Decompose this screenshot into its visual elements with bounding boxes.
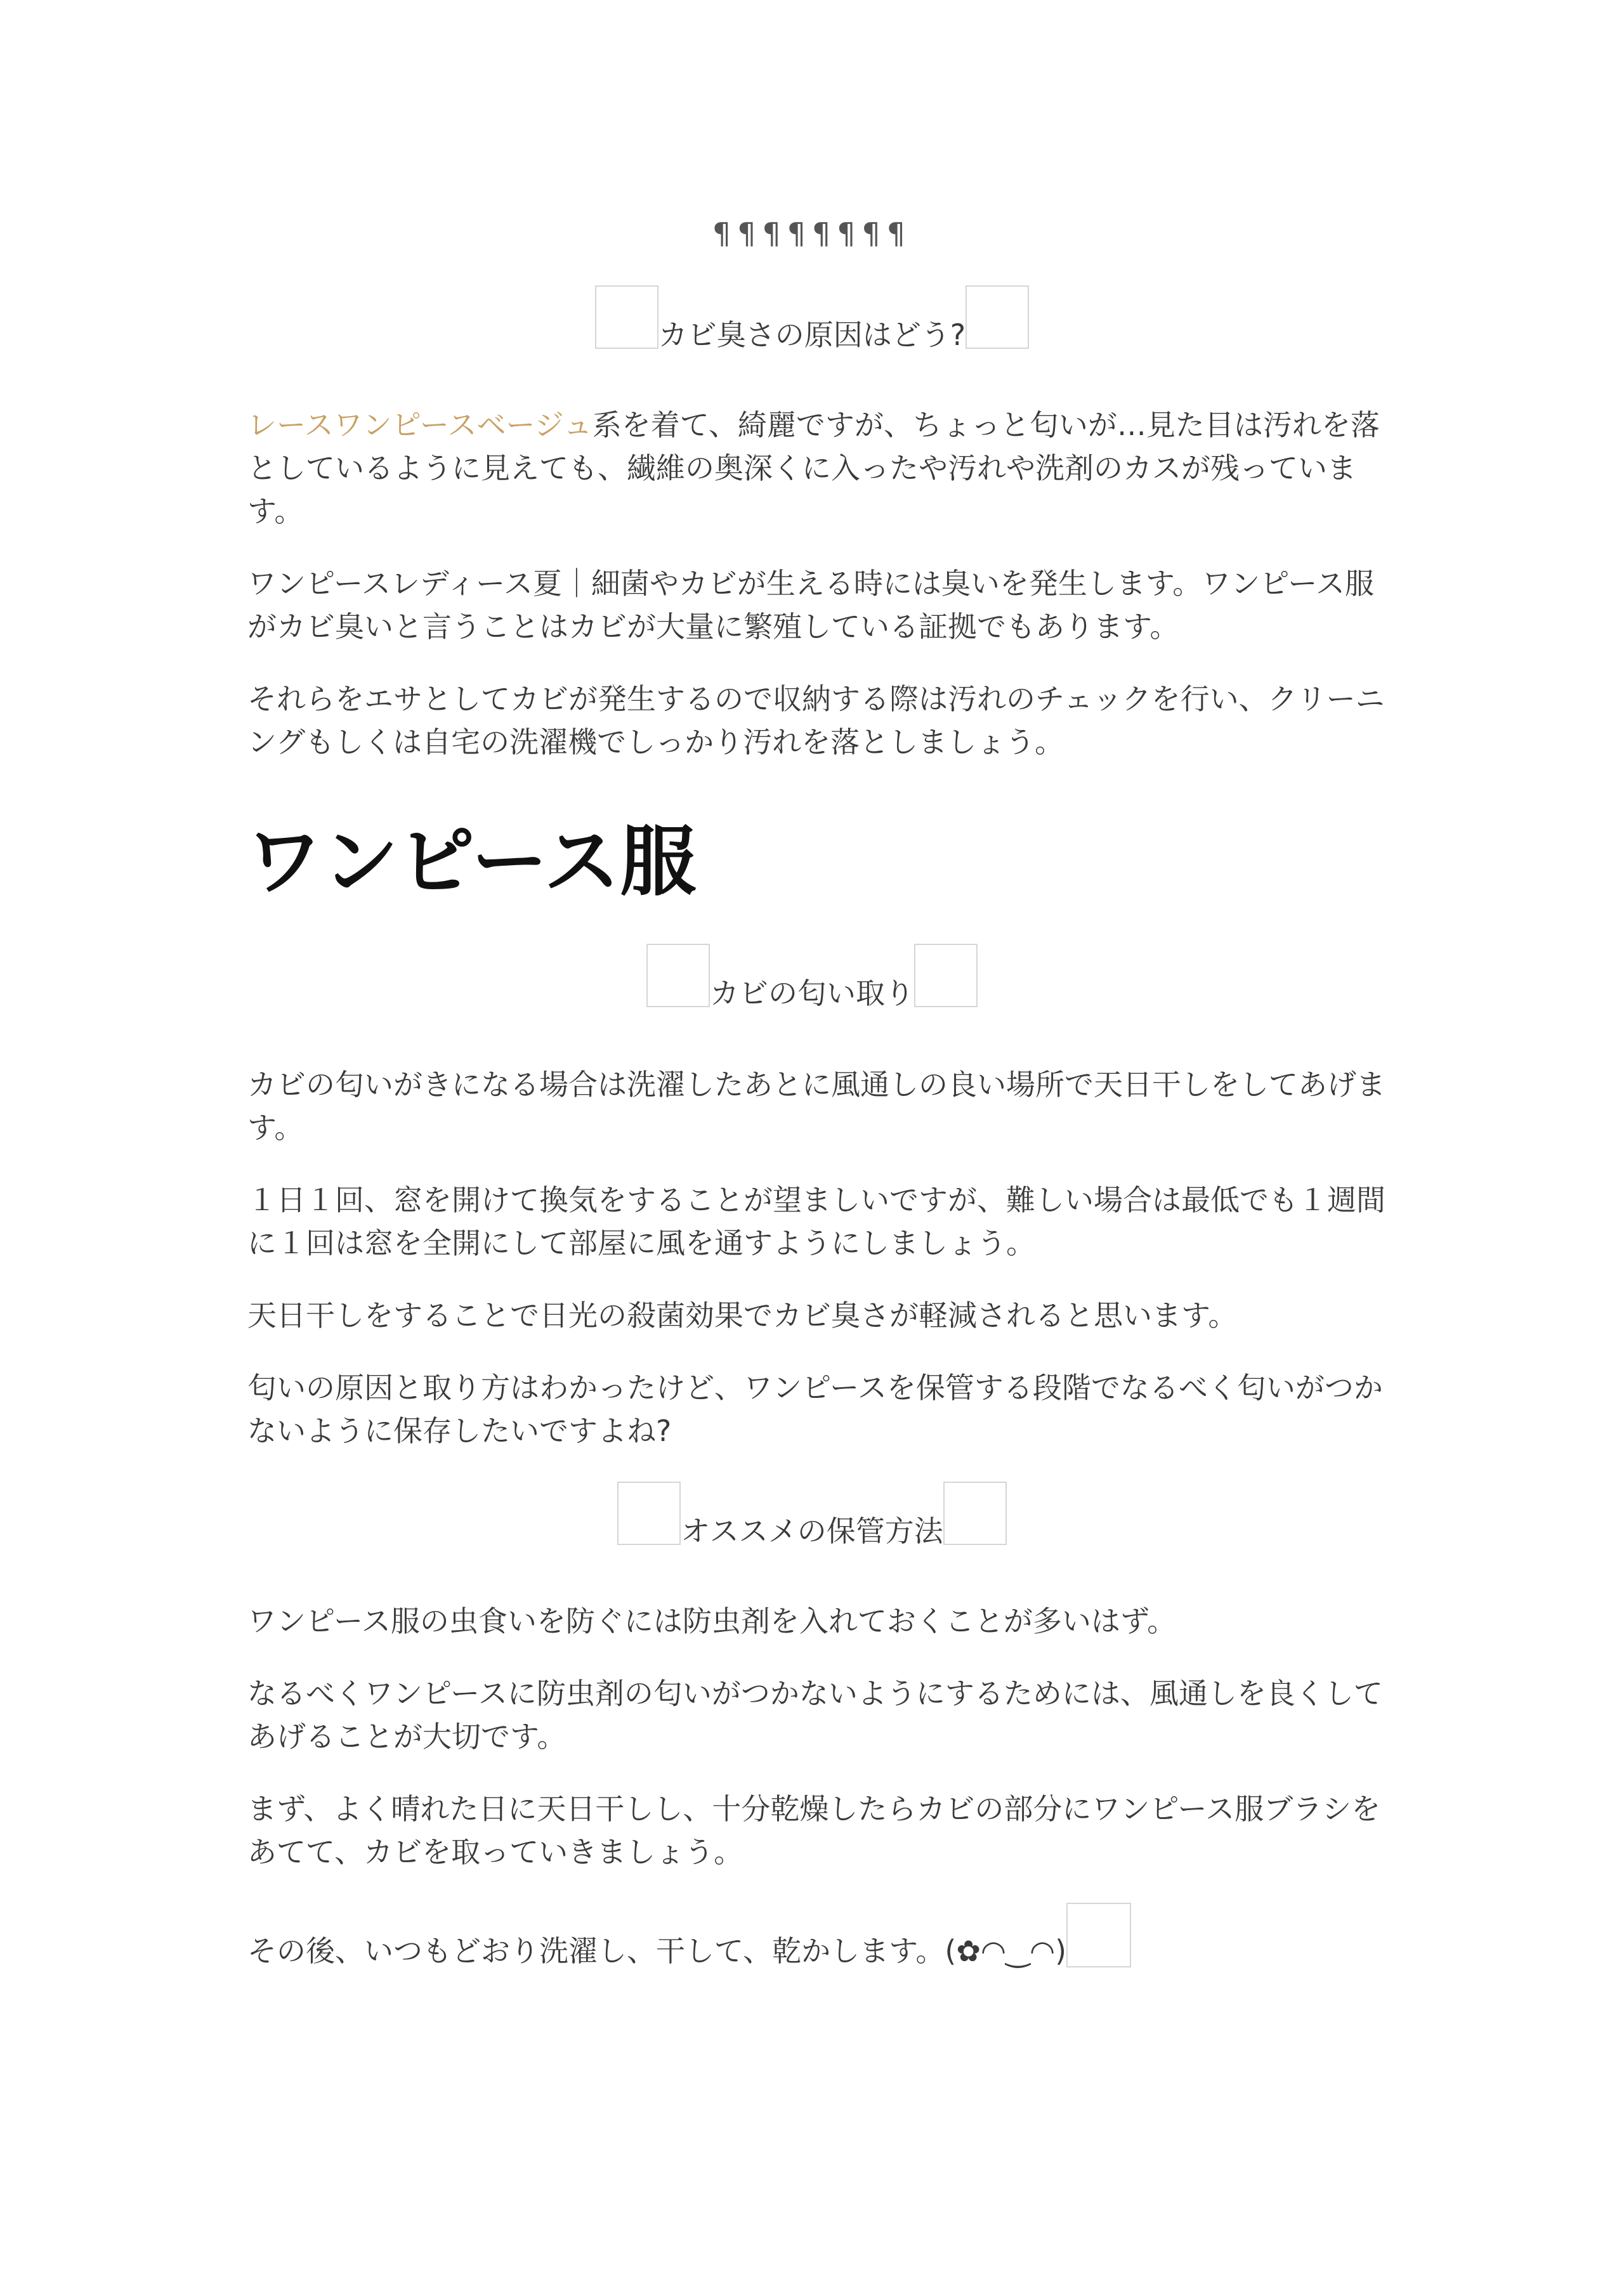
section-title-text: オススメの保管方法 xyxy=(681,1514,943,1548)
image-placeholder-icon xyxy=(646,944,710,1007)
paragraph-8: ワンピース服の虫食いを防ぐには防虫剤を入れておくことが多いはず。 xyxy=(247,1604,1177,1638)
paragraph-5: １日１回、窓を開けて換気をすることが望ましいですが、難しい場合は最低でも１週間に１回は窓を全開にして部屋に風を通すようにしましょう。 xyxy=(247,1183,1385,1260)
section-title-storage xyxy=(0,1482,1624,1551)
paragraph-1 xyxy=(247,403,1389,533)
paragraph-9: なるべくワンピースに防虫剤の匂いがつかないようにするためには、風通しを良くしてあげることが大切です。 xyxy=(247,1676,1383,1754)
paragraph-2: ワンピースレディース夏｜細菌やカビが生える時には臭いを発生します。ワンピース服がカビ臭いと言うことはカビが大量に繁殖している証拠でもあります。 xyxy=(247,566,1375,644)
image-placeholder-icon xyxy=(943,1482,1007,1545)
image-placeholder-icon xyxy=(1066,1903,1131,1967)
paragraph-6: 天日干しをすることで日光の殺菌効果でカビ臭さが軽減されると思います。 xyxy=(247,1298,1238,1333)
paragraph-4: カビの匂いがきになる場合は洗濯したあとに風通しの良い場所で天日干しをしてあげます。 xyxy=(247,1067,1385,1145)
paragraph-11-text: その後、いつもどおり洗濯し、干して、乾かします。(✿◠‿◠) xyxy=(247,1934,1067,1968)
section-title-text: カビの匂い取り xyxy=(710,976,914,1010)
image-placeholder-icon xyxy=(617,1482,681,1545)
section-title-mold-removal xyxy=(0,944,1624,1014)
paragraph-1-text: 系を着て、綺麗ですが、ちょっと匂いが…見た目は汚れを落としているように見えても、繊維の奥深くに入ったや汚れや洗剤のカスが残っています。 xyxy=(247,408,1380,528)
paragraph-7: 匂いの原因と取り方はわかったけど、ワンピースを保管する段階でなるべく匂いがつかないように保存したいですよね? xyxy=(247,1371,1383,1448)
image-placeholder-icon xyxy=(914,944,978,1007)
pilcrow-marks: ¶¶¶¶¶¶¶¶ xyxy=(712,216,912,251)
image-placeholder-icon xyxy=(966,285,1029,349)
section-title-mold-cause xyxy=(0,285,1624,355)
image-placeholder-icon xyxy=(595,285,658,349)
main-heading: ワンピース服 xyxy=(246,818,697,906)
section-title-text: カビ臭さの原因はどう? xyxy=(658,318,966,352)
paragraph-3: それらをエサとしてカビが発生するので収納する際は汚れのチェックを行い、クリーニングもしくは自宅の洗濯機でしっかり汚れを落としましょう。 xyxy=(247,682,1385,759)
paragraph-10: まず、よく晴れた日に天日干しし、十分乾燥したらカビの部分にワンピース服ブラシをあてて、カビを取っていきましょう。 xyxy=(247,1792,1381,1869)
paragraph-11 xyxy=(247,1903,1389,1973)
lace-dress-link[interactable]: レースワンピースベージュ xyxy=(247,408,593,442)
